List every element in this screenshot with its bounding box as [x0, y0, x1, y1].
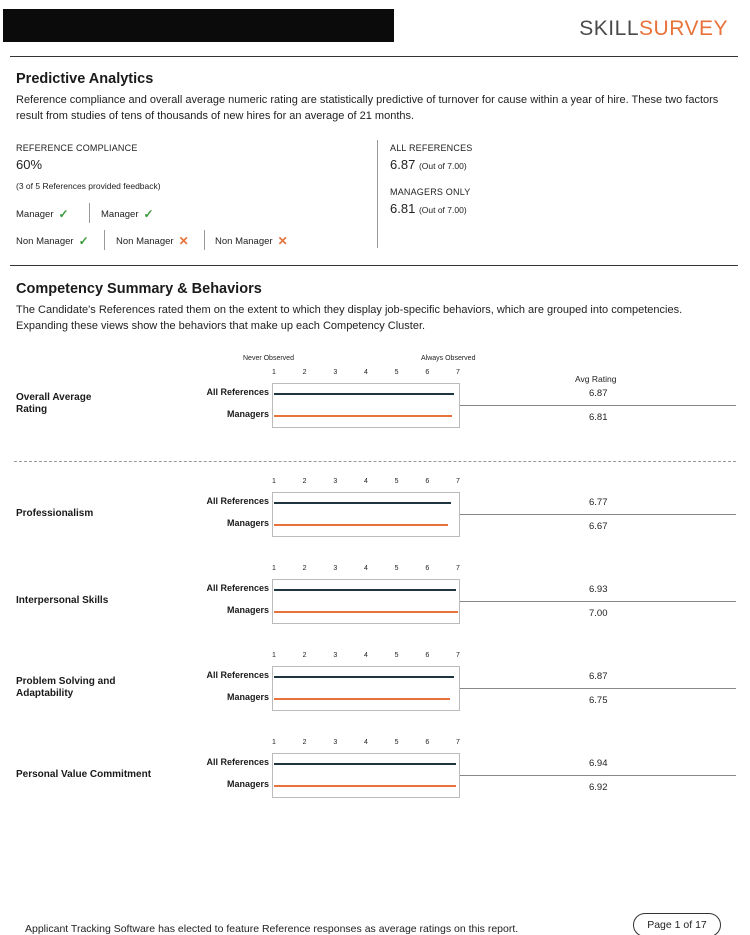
scale-tick: 7 — [456, 739, 460, 746]
redacted-header — [3, 9, 394, 42]
competency-summary-description: The Candidate's References rated them on the extent to which they display job-specific behaviors, which are grouped into competencies. Expanding these views show the behaviors that make up each Competency Cluster. — [16, 304, 683, 332]
bar-all-references — [274, 393, 454, 395]
row-separator — [460, 514, 736, 515]
series-label-managers: Managers — [226, 779, 269, 789]
all-references-value: 6.87 (Out of 7.00) — [390, 157, 467, 172]
cross-icon: ✕ — [178, 234, 189, 248]
series-label-managers: Managers — [226, 605, 269, 615]
bar-managers — [274, 785, 456, 787]
footer-note: Applicant Tracking Software has elected to feature Reference responses as average ratings on this report. — [25, 923, 519, 935]
scale-tick: 7 — [456, 369, 460, 376]
bar-managers — [274, 698, 450, 700]
avg-rating-managers: 6.92 — [589, 782, 608, 793]
bar-all-references — [274, 763, 456, 765]
scale-tick: 5 — [394, 652, 399, 659]
series-label-managers: Managers — [226, 692, 269, 702]
dashed-divider — [14, 461, 736, 462]
scale-tick: 2 — [302, 739, 307, 746]
bar-managers — [274, 415, 452, 417]
scale-tick: 7 — [456, 652, 460, 659]
section-rule — [10, 265, 738, 266]
scale-tick: 2 — [302, 369, 307, 376]
reference-item: Non Manager ✕ — [215, 234, 288, 248]
rating-box — [272, 666, 460, 711]
scale-tick: 1 — [272, 739, 276, 746]
reference-item: Non Manager ✕ — [116, 234, 189, 248]
scale-tick: 4 — [364, 369, 368, 376]
avg-rating-managers: 6.67 — [589, 521, 608, 532]
series-label-managers: Managers — [226, 409, 269, 419]
scale-tick: 1 — [272, 478, 276, 485]
scale-tick: 6 — [425, 369, 430, 376]
predictive-analytics-description: Reference compliance and overall average numeric rating are statistically predictive of turnover for cause within a year of hire. These two factors result from studies of tens of thousands of new hires for an average of 21 months. — [16, 94, 719, 122]
scale-tick: 1 — [272, 565, 276, 572]
scale-tick: 3 — [333, 478, 338, 485]
check-icon: ✓ — [58, 207, 69, 221]
avg-rating-header: Avg Rating — [575, 374, 617, 384]
competency-name-professionalism: Professionalism — [16, 508, 94, 519]
bar-all-references — [274, 676, 454, 678]
check-icon: ✓ — [143, 207, 154, 221]
series-label-managers: Managers — [226, 518, 269, 528]
scale-tick: 3 — [333, 369, 338, 376]
avg-rating-managers: 7.00 — [589, 608, 608, 619]
avg-rating-managers: 6.75 — [589, 695, 608, 706]
reference-compliance-label: REFERENCE COMPLIANCE — [16, 143, 138, 153]
reference-item: Non Manager ✓ — [16, 234, 89, 248]
always-observed-label: Always Observed — [421, 355, 476, 362]
divider — [89, 203, 90, 223]
scale-tick: 4 — [364, 739, 368, 746]
scale-tick: 3 — [333, 565, 338, 572]
series-label-all-references: All References — [206, 757, 269, 767]
all-references-label: ALL REFERENCES — [390, 143, 473, 153]
reference-compliance-note: (3 of 5 References provided feedback) — [16, 181, 161, 191]
skillsurvey-logo: SKILLSURVEY — [579, 17, 728, 40]
bar-managers — [274, 611, 458, 613]
rating-box — [272, 492, 460, 537]
scale-tick: 6 — [425, 652, 430, 659]
scale-tick: 5 — [394, 565, 399, 572]
cross-icon: ✕ — [277, 234, 288, 248]
scale-tick: 6 — [425, 565, 430, 572]
column-divider — [377, 140, 378, 248]
scale-tick: 1 — [272, 652, 276, 659]
scale-tick: 3 — [333, 739, 338, 746]
scale-tick: 2 — [302, 565, 307, 572]
competency-name-interpersonal-skills: Interpersonal Skills — [16, 595, 109, 606]
bar-all-references — [274, 502, 451, 504]
header-rule — [10, 56, 738, 57]
avg-rating-all-references: 6.87 — [589, 388, 608, 399]
managers-only-label: MANAGERS ONLY — [390, 187, 471, 197]
scale-tick: 4 — [364, 565, 368, 572]
bar-managers — [274, 524, 448, 526]
competency-name-personal-value-commitment: Personal Value Commitment — [16, 769, 152, 780]
reference-item: Manager ✓ — [16, 207, 69, 221]
competency-summary-title: Competency Summary & Behaviors — [16, 281, 262, 297]
predictive-analytics-title: Predictive Analytics — [16, 71, 154, 87]
scale-tick: 1 — [272, 369, 276, 376]
avg-rating-all-references: 6.87 — [589, 671, 608, 682]
row-separator — [460, 405, 736, 406]
reference-item: Manager ✓ — [101, 207, 154, 221]
divider — [104, 230, 105, 250]
rating-box — [272, 753, 460, 798]
scale-tick: 3 — [333, 652, 338, 659]
reference-compliance-value: 60% — [16, 157, 43, 172]
avg-rating-all-references: 6.94 — [589, 758, 608, 769]
scale-tick: 5 — [394, 739, 399, 746]
row-separator — [460, 601, 736, 602]
check-icon: ✓ — [78, 234, 89, 248]
scale-tick: 6 — [425, 478, 430, 485]
series-label-all-references: All References — [206, 496, 269, 506]
avg-rating-all-references: 6.93 — [589, 584, 608, 595]
scale-tick: 2 — [302, 652, 307, 659]
avg-rating-all-references: 6.77 — [589, 497, 608, 508]
divider — [204, 230, 205, 250]
scale-tick: 2 — [302, 478, 307, 485]
scale-tick: 4 — [364, 478, 368, 485]
page-indicator: Page 1 of 17 — [633, 913, 721, 935]
never-observed-label: Never Observed — [243, 355, 294, 362]
scale-tick: 5 — [394, 478, 399, 485]
scale-tick: 4 — [364, 652, 368, 659]
scale-tick: 5 — [394, 369, 399, 376]
series-label-all-references: All References — [206, 670, 269, 680]
series-label-all-references: All References — [206, 387, 269, 397]
scale-tick: 6 — [425, 739, 430, 746]
scale-tick: 7 — [456, 565, 460, 572]
rating-box — [272, 383, 460, 428]
avg-rating-managers: 6.81 — [589, 412, 608, 423]
series-label-all-references: All References — [206, 583, 269, 593]
row-separator — [460, 688, 736, 689]
managers-only-value: 6.81 (Out of 7.00) — [390, 201, 467, 216]
bar-all-references — [274, 589, 456, 591]
rating-box — [272, 579, 460, 624]
scale-tick: 7 — [456, 478, 460, 485]
competency-name-problem-solving: Problem Solving and Adaptability — [16, 676, 116, 699]
competency-name-overall-average-rating: Overall Average Rating — [16, 392, 92, 415]
row-separator — [460, 775, 736, 776]
